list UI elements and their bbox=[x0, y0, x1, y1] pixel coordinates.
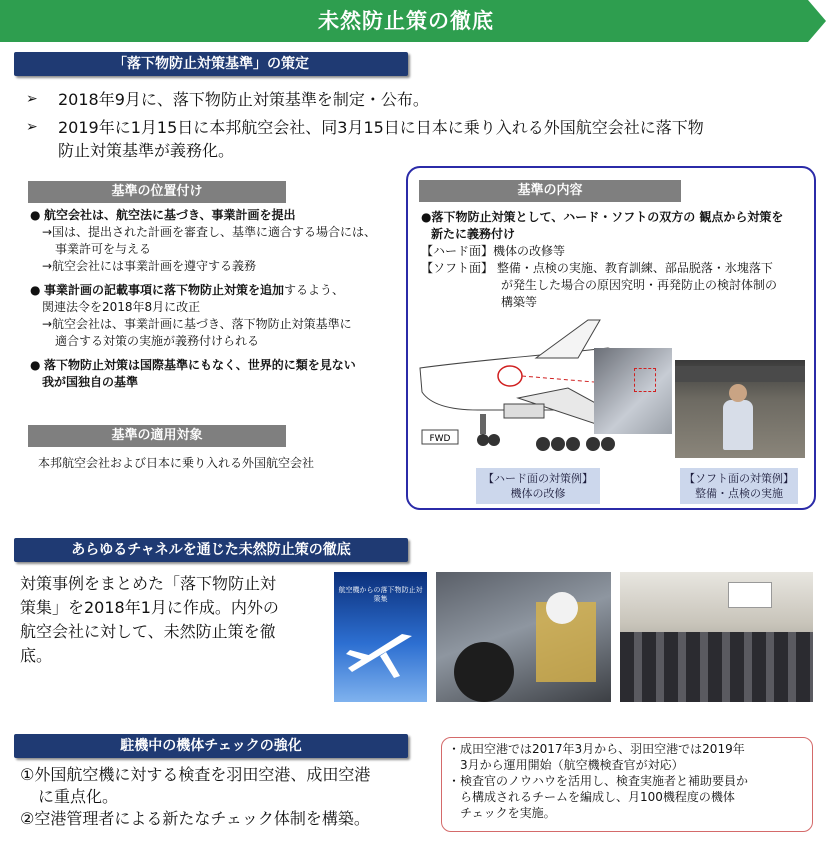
section-header-channel: あらゆるチャネルを通じた未然防止策の徹底 bbox=[14, 538, 408, 562]
content-text: ●落下物防止対策として、ハード・ソフトの双方の 観点から対策を 新たに義務付け 【ハード面】機体の改修等 【ソフト面】 整備・点検の実施、教育訓練、部品脱落・氷塊落下 が発生した場合の原因究明・再発防止の検討体制の 構築等 bbox=[421, 210, 784, 309]
hard-measure-photo bbox=[594, 348, 672, 434]
title-banner bbox=[0, 0, 830, 42]
position-content bbox=[30, 207, 400, 398]
arrow-bullet-icon: ➢ bbox=[26, 91, 38, 107]
bullet-item: ➢ 2019年に1月15日に本邦航空会社、同3月15日に日本に乗り入れる外国航空会社に落下物 防止対策基準が義務化。 bbox=[26, 118, 704, 160]
arrow-bullet-icon: ➢ bbox=[26, 119, 38, 135]
booklet-title: 航空機からの落下物防止対策集 bbox=[338, 586, 423, 603]
content-header: 基準の内容 bbox=[419, 180, 681, 202]
section-header-check: 駐機中の機体チェックの強化 bbox=[14, 734, 408, 758]
channel-text: 対策事例をまとめた「落下物防止対 策集」を2018年1月に作成。内外の 航空会社に対して、未然防止策を徹 底。 bbox=[20, 574, 279, 665]
section-header-standard: 「落下物防止対策基準」の策定 bbox=[14, 52, 408, 76]
maintenance-photo bbox=[436, 572, 611, 702]
position-item-3: ● 落下物防止対策は国際基準にもなく、世界的に類を見ない 我が国独自の基準 bbox=[30, 358, 356, 389]
soft-caption: 【ソフト面の対策例】 整備・点検の実施 bbox=[680, 468, 798, 504]
page-title: 未然防止策の徹底 bbox=[318, 9, 494, 33]
position-item-2: ● 事業計画の記載事項に落下物防止対策を追加するよう、 関連法令を2018年8月に改正 →航空会社は、事業計画に基づき、落下物防止対策基準に 適合する対策の実施が義務付けられる bbox=[30, 283, 352, 348]
position-item-1: ● 航空会社は、航空法に基づき、事業計画を提出 →国は、提出された計画を審査し、基準に適合する場合には、 事業許可を与える →航空会社には事業計画を遵守する義務 bbox=[30, 208, 377, 273]
airplane-icon bbox=[342, 632, 422, 687]
scope-text: 本邦航空会社および日本に乗り入れる外国航空会社 bbox=[38, 456, 315, 470]
seminar-photo bbox=[620, 572, 813, 702]
fwd-label: FWD bbox=[429, 434, 451, 444]
check-list: ①外国航空機に対する検査を羽田空港、成田空港 に重点化。 ②空港管理者による新たなチェック体制を構築。 bbox=[20, 765, 371, 828]
booklet-cover-image bbox=[334, 572, 427, 702]
position-header: 基準の位置付け bbox=[28, 181, 286, 203]
note-text: ・成田空港では2017年3月から、羽田空港では2019年 3月から運用開始（航空機検査官が対応） ・検査官のノウハウを活用し、検査実施者と補助要員か ら構成されるチームを編成し、月100機程度の機体 チェックを実施。 bbox=[448, 742, 749, 820]
bullet-item: ➢ 2018年9月に、落下物防止対策基準を制定・公布。 bbox=[26, 90, 429, 109]
hard-caption: 【ハード面の対策例】 機体の改修 bbox=[476, 468, 600, 504]
scope-header: 基準の適用対象 bbox=[28, 425, 286, 447]
soft-measure-photo bbox=[675, 360, 805, 458]
standard-bullets bbox=[22, 88, 822, 167]
